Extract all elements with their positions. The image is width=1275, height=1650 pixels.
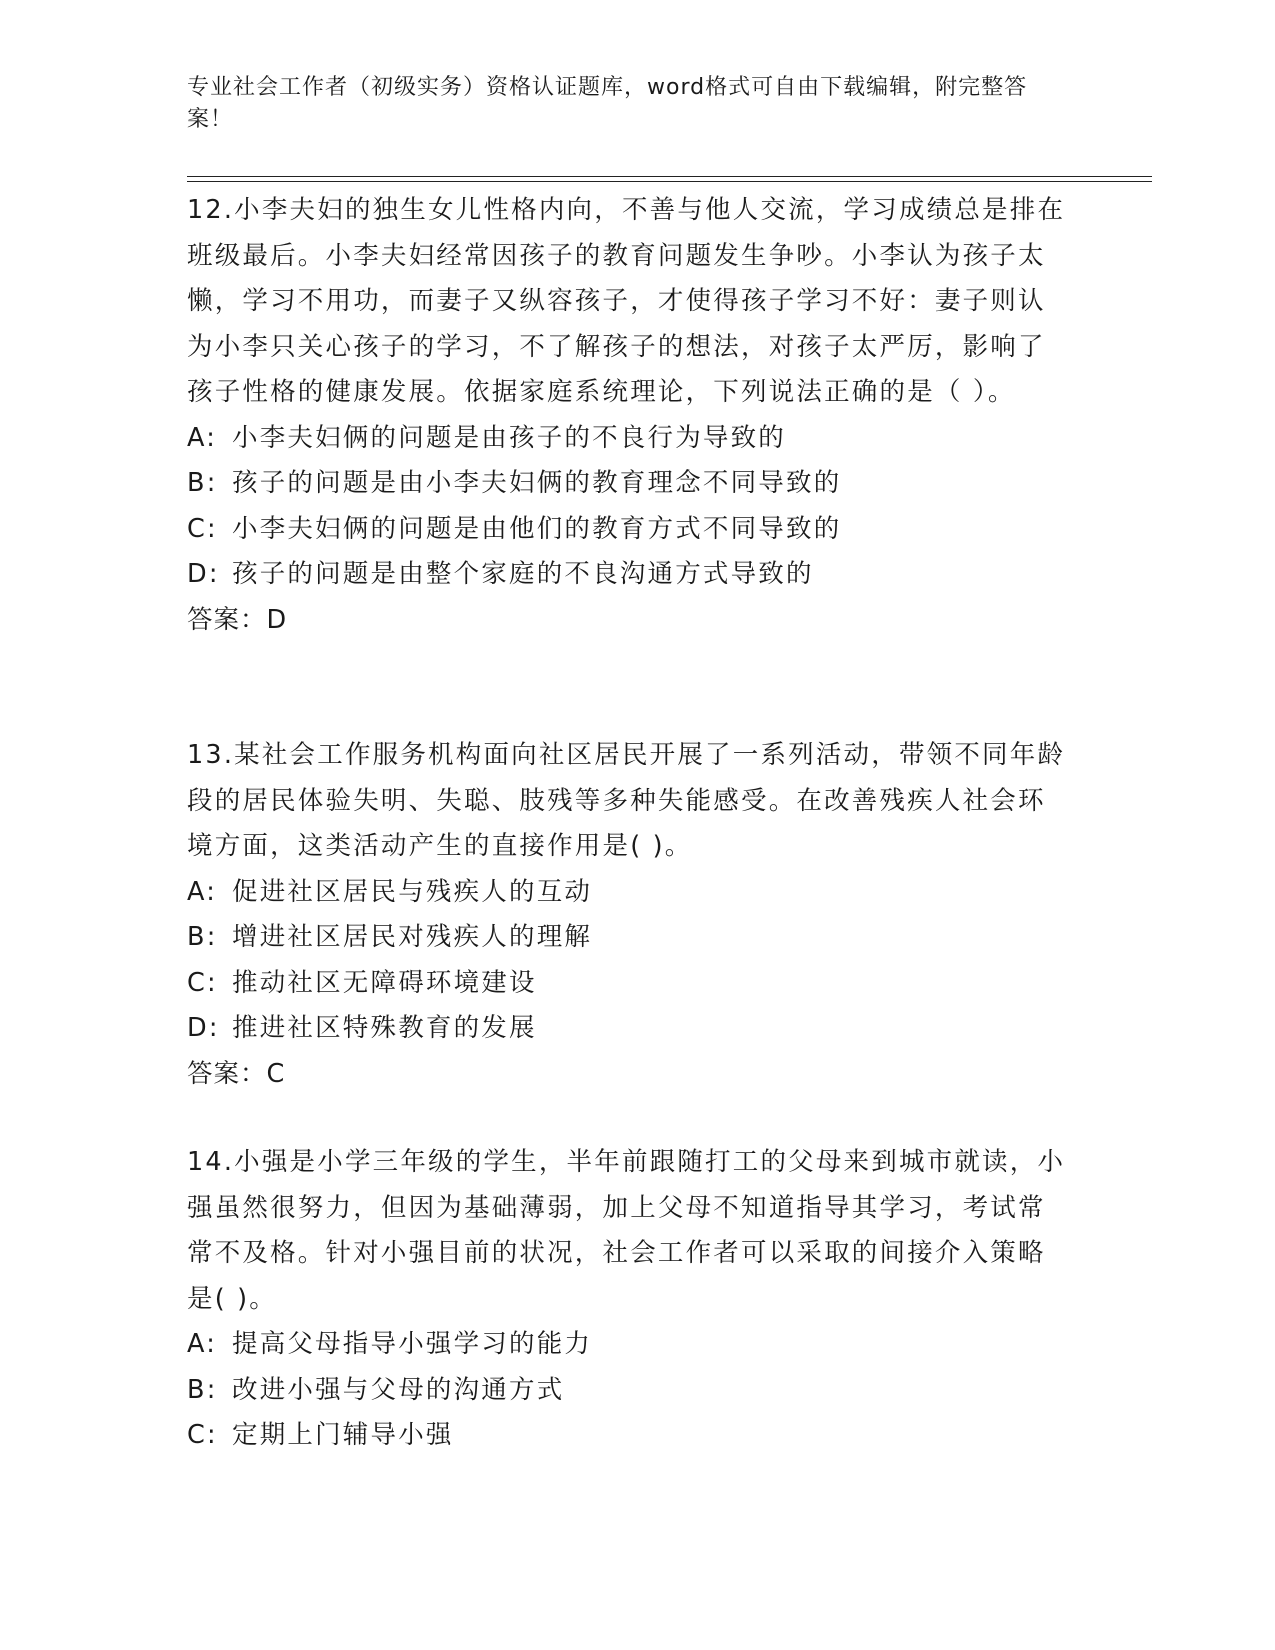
option-text: 孩子的问题是由整个家庭的不良沟通方式导致的 — [232, 559, 814, 589]
option-key: A: — [187, 422, 217, 453]
option-text: 推进社区特殊教育的发展 — [232, 1013, 537, 1043]
option-key: B: — [187, 1374, 218, 1405]
option-text: 推动社区无障碍环境建设 — [232, 967, 537, 998]
option-text: 提高父母指导小强学习的能力 — [232, 1329, 593, 1359]
answer-line: 答案：D — [187, 604, 288, 635]
option-text: 增进社区居民对残疾人的理解 — [232, 922, 593, 952]
option-key: A: — [187, 1329, 217, 1359]
option-list — [187, 1322, 1067, 1459]
option-text: 定期上门辅导小强 — [232, 1420, 454, 1450]
option-a — [187, 416, 1067, 462]
question-12 — [187, 188, 1067, 643]
option-c — [187, 1413, 1067, 1459]
option-d — [187, 552, 1067, 598]
option-key: A: — [187, 876, 217, 907]
option-key: C: — [187, 513, 218, 544]
option-key: D: — [187, 1013, 220, 1043]
option-text: 改进小强与父母的沟通方式 — [232, 1374, 565, 1405]
option-key: D: — [187, 559, 220, 589]
option-a — [187, 1322, 1067, 1368]
question-stem: 12.小李夫妇的独生女儿性格内向，不善与他人交流，学习成绩总是排在班级最后。小李夫妇经常因孩子的教育问题发生争吵。小李认为孩子太懒，学习不用功，而妻子又纵容孩子，才使得孩子学习不好：妻子则认为小李只关心孩子的学习，不了解孩子的想法，对孩子太严厉，影响了孩子性格的健康发展。依据家庭系统理论，下列说法正确的是（ ）。 — [187, 195, 1066, 407]
option-list — [187, 870, 1067, 1052]
option-c — [187, 507, 1067, 553]
option-text: 促进社区居民与残疾人的互动 — [232, 876, 593, 907]
option-d — [187, 1006, 1067, 1052]
option-key: C: — [187, 967, 218, 998]
header-divider-top — [187, 176, 1152, 177]
header-divider-bottom — [187, 181, 1152, 182]
question-stem: 13.某社会工作服务机构面向社区居民开展了一系列活动，带领不同年龄段的居民体验失明、失聪、肢残等多种失能感受。在改善残疾人社会环境方面，这类活动产生的直接作用是( )。 — [187, 740, 1066, 861]
option-text: 孩子的问题是由小李夫妇俩的教育理念不同导致的 — [232, 468, 842, 498]
document-header: 专业社会工作者（初级实务）资格认证题库，word格式可自由下载编辑，附完整答案！ — [187, 75, 1028, 132]
option-a — [187, 870, 1067, 916]
option-key: B: — [187, 468, 218, 498]
option-b — [187, 915, 1067, 961]
option-text: 小李夫妇俩的问题是由他们的教育方式不同导致的 — [232, 513, 842, 544]
option-key: C: — [187, 1420, 218, 1450]
option-text: 小李夫妇俩的问题是由孩子的不良行为导致的 — [232, 422, 787, 453]
answer-line: 答案：C — [187, 1058, 286, 1089]
option-list — [187, 416, 1067, 598]
question-stem: 14.小强是小学三年级的学生，半年前跟随打工的父母来到城市就读，小强虽然很努力，但因为基础薄弱，加上父母不知道指导其学习，考试常常不及格。针对小强目前的状况，社会工作者可以采取的间接介入策略是( )。 — [187, 1147, 1066, 1314]
option-key: B: — [187, 922, 218, 952]
option-b — [187, 1368, 1067, 1414]
question-14 — [187, 1140, 1067, 1459]
option-b — [187, 461, 1067, 507]
option-c — [187, 961, 1067, 1007]
question-13 — [187, 733, 1067, 1097]
